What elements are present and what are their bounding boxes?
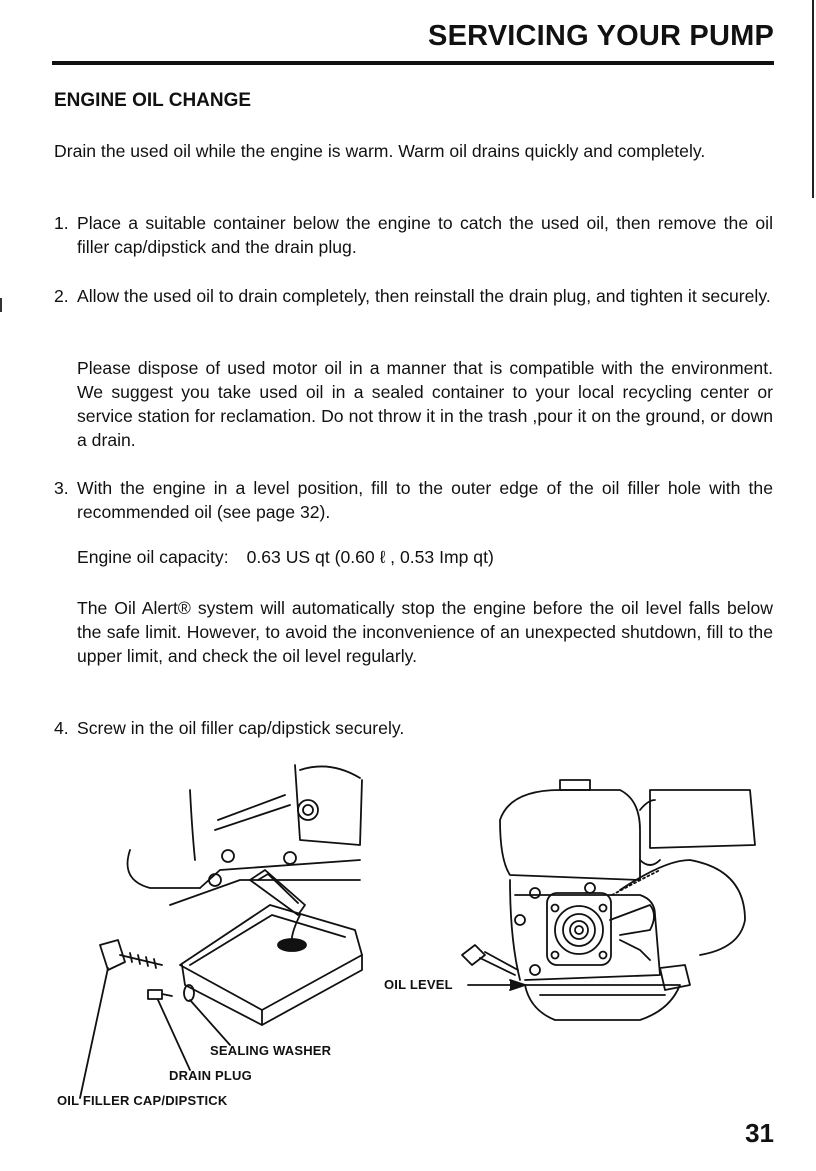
step-number: 3. (54, 478, 69, 498)
page-number: 31 (745, 1118, 774, 1148)
step-number: 4. (54, 718, 69, 738)
drain-plug-label: DRAIN PLUG (169, 1068, 252, 1083)
step-text: Place a suitable container below the engine to catch the used oil, then remove the oil filler cap/dipstick and the drain plug. (77, 213, 773, 257)
intro-paragraph: Drain the used oil while the engine is warm. Warm oil drains quickly and completely. (54, 141, 706, 161)
step-text: With the engine in a level position, fill to the outer edge of the oil filler hole with the recommended oil (see page 32). (77, 478, 773, 522)
engine-front-diagram (462, 780, 755, 1020)
page-header-title: SERVICING YOUR PUMP (428, 20, 774, 52)
capacity-label: Engine oil capacity: (77, 547, 229, 567)
section-title: ENGINE OIL CHANGE (54, 90, 252, 111)
oil-alert-note: The Oil Alert® system will automatically stop the engine before the oil level falls below the safe limit. However, to avoid the inconvenience of an unexpected shutdown, fill to the upper limit, and check the oil level regularly. (77, 598, 773, 666)
sealing-washer-label: SEALING WASHER (210, 1043, 332, 1058)
step-text: Allow the used oil to drain completely, then reinstall the drain plug, and tighten it securely. (77, 286, 771, 306)
step-number: 2. (54, 286, 69, 306)
step-text: Screw in the oil filler cap/dipstick securely. (77, 718, 405, 738)
disposal-note: Please dispose of used motor oil in a manner that is compatible with the environment. We suggest you take used oil in a sealed container to your local recycling center or service station for reclamation. Do not throw it in the trash ,pour it on the ground, or down a drain. (77, 358, 773, 450)
step-number: 1. (54, 213, 69, 233)
capacity-value: 0.63 US qt (0.60 ℓ , 0.53 Imp qt) (246, 547, 494, 567)
oil-level-label: OIL LEVEL (384, 977, 453, 992)
oil-filler-cap-label: OIL FILLER CAP/DIPSTICK (57, 1093, 228, 1108)
